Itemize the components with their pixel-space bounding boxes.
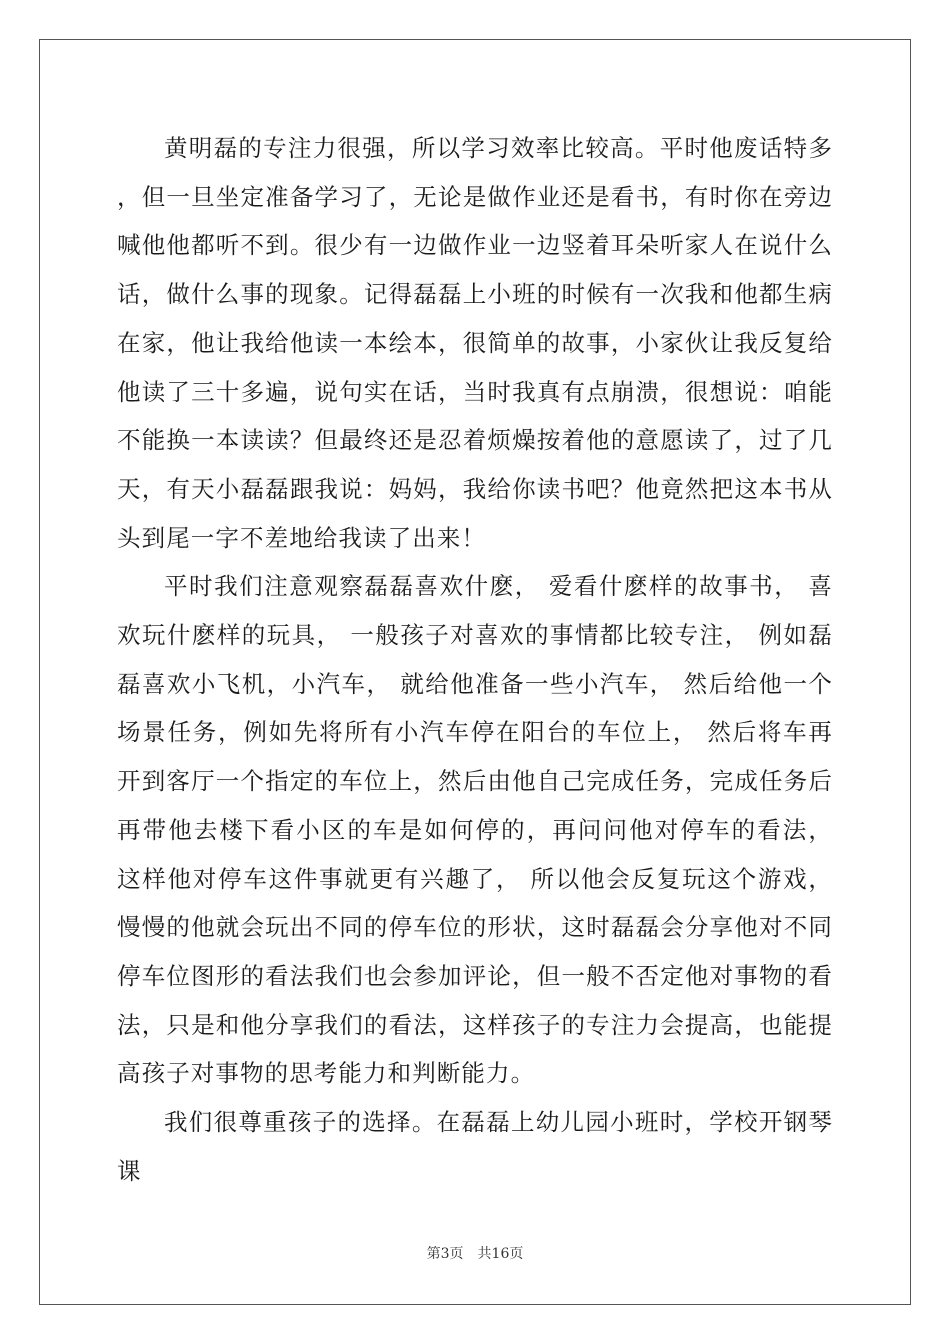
paragraph-1: 黄明磊的专注力很强，所以学习效率比较高。平时他废话特多，但一旦坐定准备学习了，无论是做作业还是看书，有时你在旁边喊他他都听不到。很少有一边做作业一边竖着耳朵听家人在说什么话，做什么事的现象。记得磊磊上小班的时候有一次我和他都生病在家，他让我给他读一本绘本，很简单的故事，小家伙让我反复给他读了三十多遍，说句实在话，当时我真有点崩溃，很想说：咱能不能换一本读读？但最终还是忍着烦燥按着他的意愿读了，过了几天，有天小磊磊跟我说：妈妈，我给你读书吧？他竟然把这本书从头到尾一字不差地给我读了出来！ bbox=[117, 134, 833, 552]
document-body bbox=[117, 124, 833, 1195]
paragraph-2: 平时我们注意观察磊磊喜欢什麽， 爱看什麽样的故事书， 喜欢玩什麽样的玩具， 一般孩子对喜欢的事情都比较专注， 例如磊磊喜欢小飞机，小汽车， 就给他准备一些小汽车， 然后给他一个场景任务，例如先将所有小汽车停在阳台的车位上， 然后将车再开到客厅一个指定的车位上，然后由他自己完成任务，完成任务后再带他去楼下看小区的车是如何停的，再问问他对停车的看法， 这样他对停车这件事就更有兴趣了， 所以他会反复玩这个游戏，慢慢的他就会玩出不同的停车位的形状，这时磊磊会分享他对不同停车位图形的看法我们也会参加评论，但一般不否定他对事物的看法，只是和他分享我们的看法，这样孩子的专注力会提高，也能提高孩子对事物的思考能力和判断能力。 bbox=[117, 572, 833, 1088]
page-footer: 第3页 共16页 bbox=[426, 1246, 524, 1262]
paragraph-3: 我们很尊重孩子的选择。在磊磊上幼儿园小班时，学校开钢琴课 bbox=[117, 1108, 833, 1185]
